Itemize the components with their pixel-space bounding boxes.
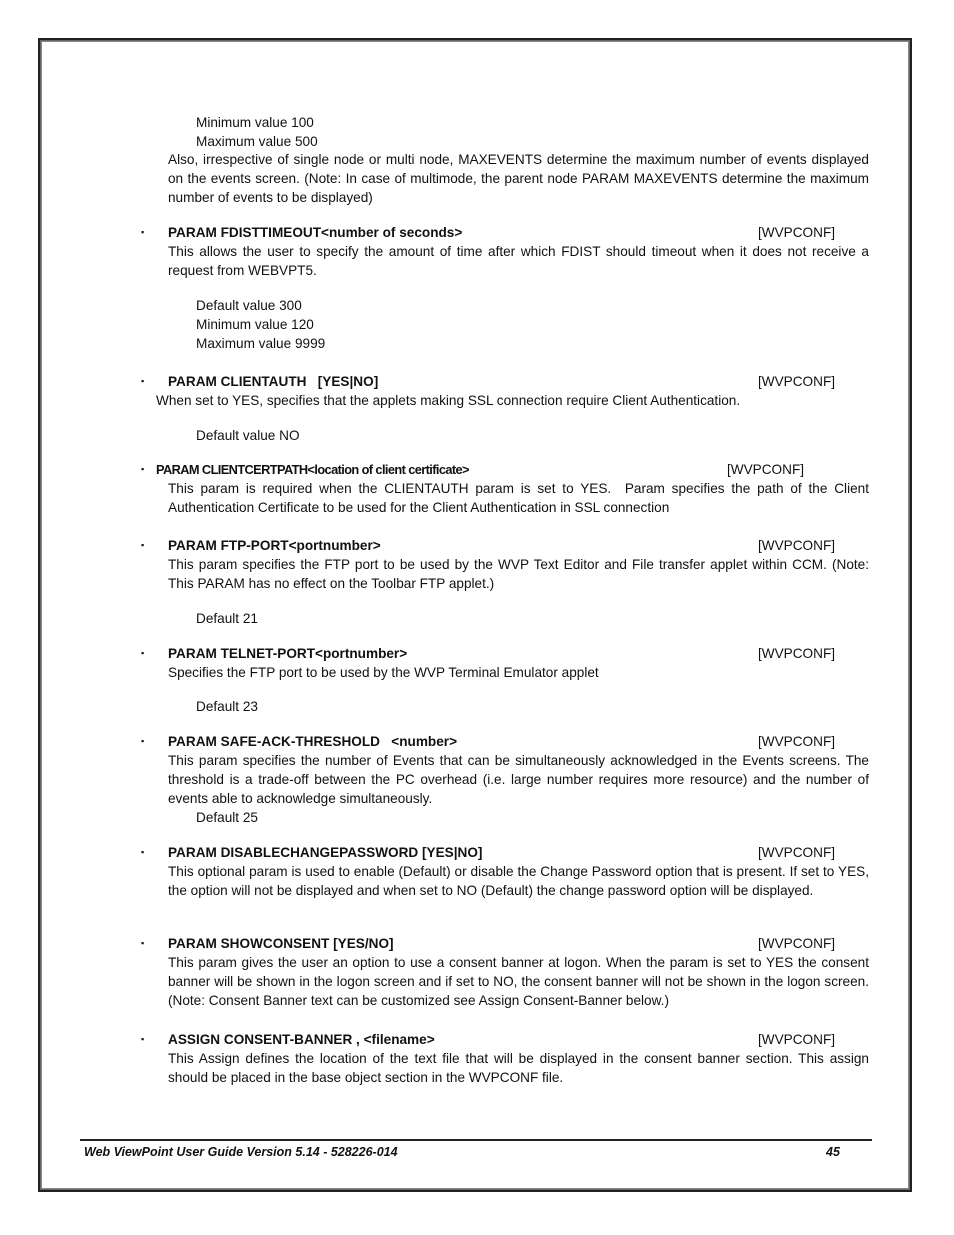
param-title: PARAM CLIENTCERTPATH<location of client certificate>: [156, 462, 469, 477]
config-tag: [WVPCONF]: [758, 1032, 836, 1047]
bullet-icon: ▪: [141, 227, 145, 237]
config-tag: [WVPCONF]: [758, 936, 836, 951]
minimum-value: Minimum value 120: [196, 317, 314, 332]
param-title: PARAM FDISTTIMEOUT<number of seconds>: [168, 225, 463, 240]
param-description: This param is required when the CLIENTAUTH param is set to YES. Param specifies the path of the Client Authentication Certificate to be used for the Client Authentication in SSL connection: [168, 481, 873, 515]
param-title: PARAM DISABLECHANGEPASSWORD [YES|NO]: [168, 845, 483, 860]
bullet-icon: ▪: [141, 376, 145, 386]
param-description: This allows the user to specify the amount of time after which FDIST should timeout when it does not receive a request from WEBVPT5.: [168, 244, 869, 278]
bullet-icon: ▪: [141, 464, 145, 474]
config-tag: [WVPCONF]: [758, 646, 836, 661]
param-description: This param specifies the number of Events that can be simultaneously acknowledged in the Events screens. The threshold is a trade-off between the PC overhead (i.e. large number requires more resource) and the number of events able to acknowledge simultaneously.: [168, 753, 869, 806]
footer-title: Web ViewPoint User Guide Version 5.14 - 528226-014: [84, 1145, 398, 1159]
max-value-text: Maximum value 500: [196, 134, 318, 149]
param-description: This param gives the user an option to use a consent banner at logon. When the param is set to YES the consent banner will be shown in the logon screen and if set to NO, the consent banner will not be shown in the logon screen. (Note: Consent Banner text can be customized see Assign Consent-Banner below.): [168, 955, 877, 1008]
footer-rule: [80, 1139, 872, 1141]
config-tag: [WVPCONF]: [758, 538, 836, 553]
maximum-value: Maximum value 9999: [196, 336, 326, 351]
param-description: Specifies the FTP port to be used by the WVP Terminal Emulator applet: [168, 665, 599, 680]
bullet-icon: ▪: [141, 648, 145, 658]
maxevents-paragraph: Also, irrespective of single node or multi node, MAXEVENTS determine the maximum number of events displayed on the events screen. (Note: In case of multimode, the parent node PARAM MAXEVENTS determine the maximum number of events to be displayed): [168, 152, 869, 205]
bullet-icon: ▪: [141, 540, 145, 550]
param-title: PARAM SHOWCONSENT [YES/NO]: [168, 936, 394, 951]
default-value: Default value NO: [196, 428, 300, 443]
param-title: PARAM SAFE-ACK-THRESHOLD <number>: [168, 734, 458, 749]
param-description: This Assign defines the location of the text file that will be displayed in the consent banner section. This assign should be placed in the base object section in the WVPCONF file.: [168, 1051, 869, 1085]
bullet-icon: ▪: [141, 938, 145, 948]
config-tag: [WVPCONF]: [758, 374, 836, 389]
default-value: Default value 300: [196, 298, 302, 313]
param-title: ASSIGN CONSENT-BANNER , <filename>: [168, 1032, 435, 1047]
config-tag: [WVPCONF]: [758, 845, 836, 860]
param-description: When set to YES, specifies that the applets making SSL connection require Client Authentication.: [156, 393, 741, 408]
bullet-icon: ▪: [141, 1034, 145, 1044]
config-tag: [WVPCONF]: [758, 225, 836, 240]
min-value-text: Minimum value 100: [196, 115, 314, 130]
config-tag: [WVPCONF]: [727, 462, 805, 477]
page-number: 45: [826, 1145, 840, 1159]
param-title: PARAM TELNET-PORT<portnumber>: [168, 646, 408, 661]
default-value: Default 21: [196, 611, 258, 626]
param-title: PARAM FTP-PORT<portnumber>: [168, 538, 381, 553]
default-value: Default 25: [196, 810, 258, 825]
param-title: PARAM CLIENTAUTH [YES|NO]: [168, 374, 379, 389]
param-description: This optional param is used to enable (Default) or disable the Change Password option that is present. If set to YES, the option will not be displayed and when set to NO (Default) the change password option will be displayed.: [168, 864, 869, 898]
default-value: Default 23: [196, 699, 258, 714]
config-tag: [WVPCONF]: [758, 734, 836, 749]
bullet-icon: ▪: [141, 847, 145, 857]
param-description: This param specifies the FTP port to be used by the WVP Text Editor and File transfer applet within CCM. (Note: This PARAM has no effect on the Toolbar FTP applet.): [168, 557, 869, 591]
bullet-icon: ▪: [141, 736, 145, 746]
